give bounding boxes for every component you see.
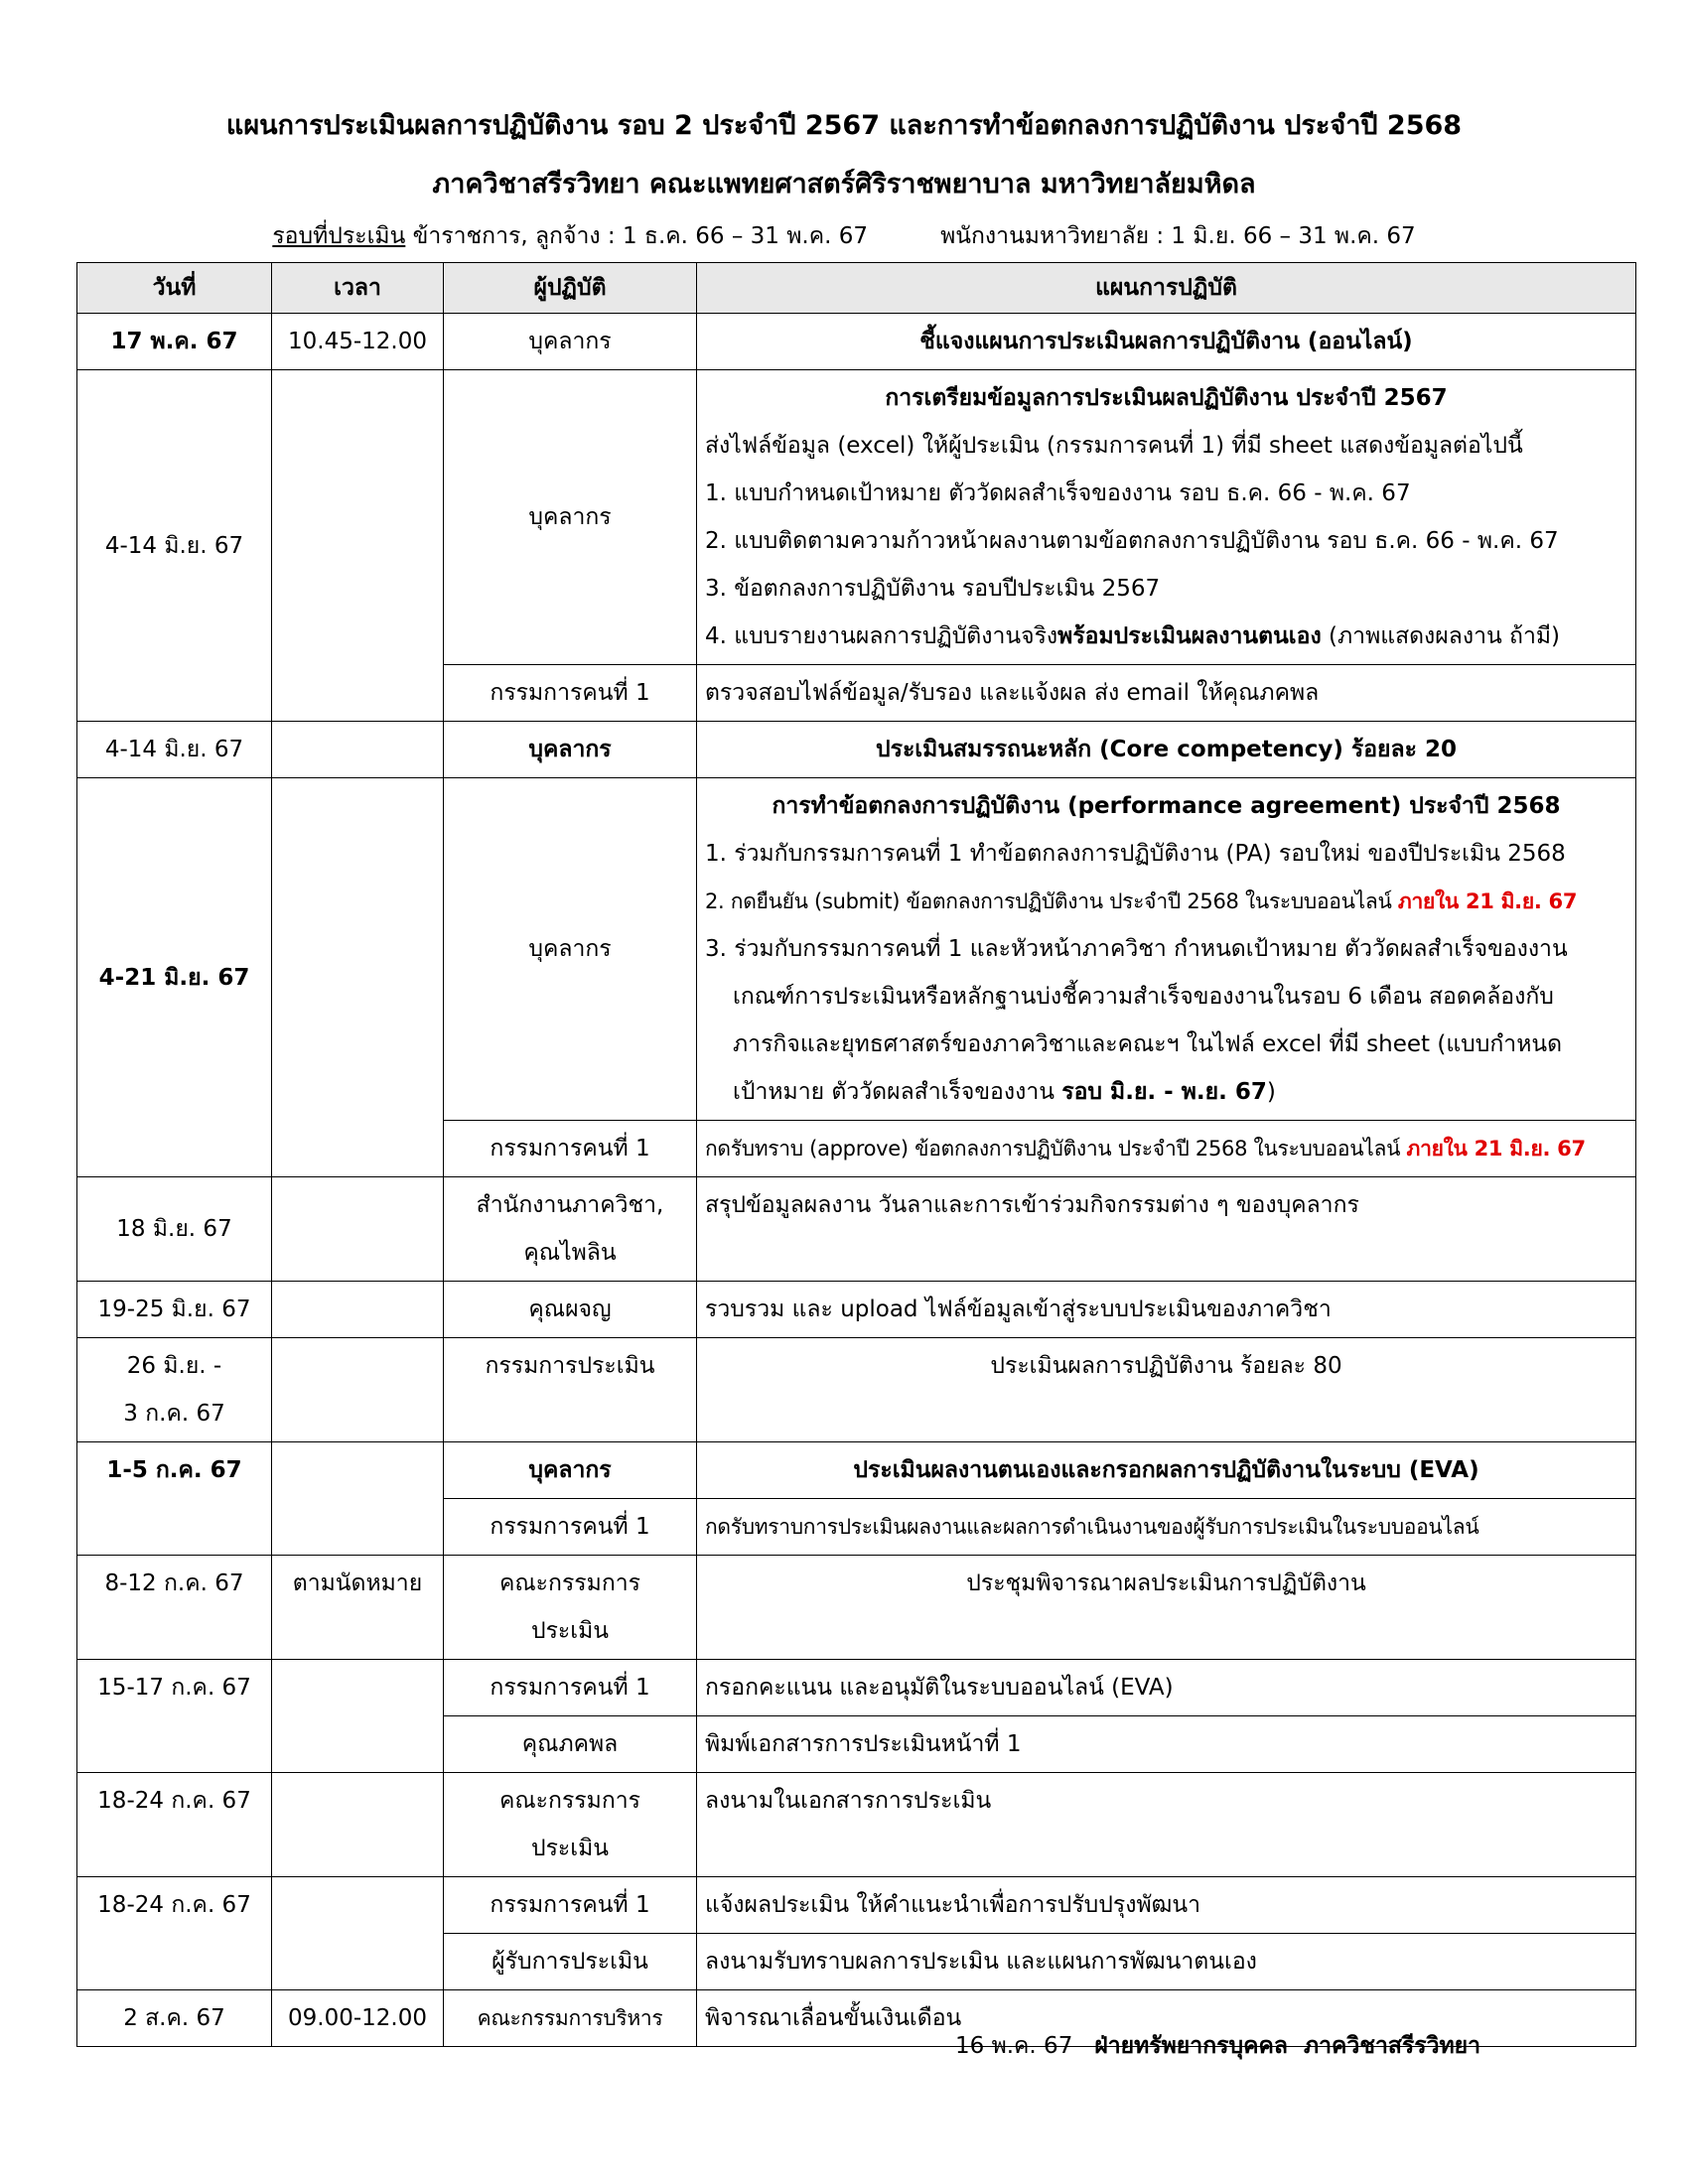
row-date: 19-25 มิ.ย. 67 [77, 1282, 272, 1338]
plan-item-cont [705, 1068, 1627, 1116]
date-line: 3 ก.ค. 67 [123, 1401, 225, 1427]
round-label: รอบที่ประเมิน [272, 223, 406, 249]
table-row [77, 1773, 1636, 1877]
table-row [77, 778, 1636, 1121]
row-date: 15-17 ก.ค. 67 [77, 1660, 272, 1773]
row-plan: ลงนามในเอกสารการประเมิน [697, 1773, 1636, 1877]
row-actor: บุคลากร [444, 722, 697, 778]
actor-line: คณะกรรมการ [498, 1570, 641, 1596]
plan-item: 1. ร่วมกับกรรมการคนที่ 1 ทำข้อตกลงการปฏิบัติงาน (PA) รอบใหม่ ของปีประเมิน 2568 [705, 841, 1566, 867]
plan-item: 2. แบบติดตามความก้าวหน้าผลงานตามข้อตกลงการปฏิบัติงาน รอบ ธ.ค. 66 - พ.ค. 67 [705, 528, 1559, 554]
round-university-staff: พนักงานมหาวิทยาลัย : 1 มิ.ย. 66 – 31 พ.ค. 67 [940, 223, 1416, 249]
row-time: 09.00-12.00 [272, 1990, 444, 2047]
row-date: 18 มิ.ย. 67 [77, 1177, 272, 1282]
row-date: 8-12 ก.ค. 67 [77, 1556, 272, 1660]
row-actor: กรรมการประเมิน [444, 1338, 697, 1442]
row-actor: บุคลากร [444, 1442, 697, 1499]
row-date: 4-14 มิ.ย. 67 [77, 722, 272, 778]
row-actor [444, 1773, 697, 1877]
row-actor: คณะกรรมการบริหาร [444, 1990, 697, 2047]
table-row [77, 370, 1636, 665]
row-plan: สรุปข้อมูลผลงาน วันลาและการเข้าร่วมกิจกรรมต่าง ๆ ของบุคลากร [697, 1177, 1636, 1282]
row-date: 1-5 ก.ค. 67 [77, 1442, 272, 1556]
table-row [77, 1282, 1636, 1338]
evaluation-round [0, 218, 1688, 254]
row-plan: พิมพ์เอกสารการประเมินหน้าที่ 1 [697, 1716, 1636, 1773]
footer-signature: ฝ่ายทรัพยากรบุคคล ภาควิชาสรีรวิทยา [1094, 2033, 1481, 2059]
row-time [272, 1773, 444, 1877]
row-time [272, 722, 444, 778]
plan-item-bold: พร้อมประเมินผลงานตนเอง [1057, 623, 1322, 649]
row-plan [697, 778, 1636, 1121]
deadline-text: ภายใน 21 มิ.ย. 67 [1406, 1137, 1586, 1160]
row-date: 2 ส.ค. 67 [77, 1990, 272, 2047]
table-row [77, 1877, 1636, 1934]
table-row [77, 722, 1636, 778]
table-row [77, 1442, 1636, 1499]
plan-item-text: เป้าหมาย ตัววัดผลสำเร็จของงาน [733, 1079, 1062, 1105]
round-civil-servants: ข้าราชการ, ลูกจ้าง : 1 ธ.ค. 66 – 31 พ.ค. 67 [405, 223, 868, 249]
actor-line: ประเมิน [530, 1836, 610, 1861]
row-plan: ประเมินผลงานตนเองและกรอกผลการปฏิบัติงานในระบบ (EVA) [697, 1442, 1636, 1499]
row-plan: ลงนามรับทราบผลการประเมิน และแผนการพัฒนาตนเอง [697, 1934, 1636, 1990]
row-actor: บุคลากร [444, 370, 697, 665]
row-actor: กรรมการคนที่ 1 [444, 1121, 697, 1177]
row-actor [444, 1556, 697, 1660]
row-time [272, 370, 444, 722]
row-date [77, 1338, 272, 1442]
row-actor: บุคลากร [444, 778, 697, 1121]
plan-item: 3. ร่วมกับกรรมการคนที่ 1 และหัวหน้าภาควิชา กำหนดเป้าหมาย ตัววัดผลสำเร็จของงาน [705, 936, 1568, 962]
row-actor: กรรมการคนที่ 1 [444, 665, 697, 722]
plan-item-cont: ภารกิจและยุทธศาสตร์ของภาควิชาและคณะฯ ในไฟล์ excel ที่มี sheet (แบบกำหนด [733, 1031, 1563, 1057]
table-row [77, 1556, 1636, 1660]
plan-item [705, 878, 1627, 925]
header-time: เวลา [272, 263, 444, 314]
plan-table [76, 262, 1636, 2047]
plan-item-bold: รอบ มิ.ย. - พ.ย. 67 [1061, 1079, 1267, 1105]
date-line: 26 มิ.ย. - [126, 1353, 222, 1379]
row-time [272, 1177, 444, 1282]
plan-item-text: ) [1266, 1079, 1276, 1105]
row-plan: ประเมินสมรรถนะหลัก (Core competency) ร้อยละ 20 [697, 722, 1636, 778]
row-time [272, 778, 444, 1177]
row-time [272, 1660, 444, 1773]
row-plan: ตรวจสอบไฟล์ข้อมูล/รับรอง และแจ้งผล ส่ง email ให้คุณภคพล [697, 665, 1636, 722]
row-plan: รวบรวม และ upload ไฟล์ข้อมูลเข้าสู่ระบบประเมินของภาควิชา [697, 1282, 1636, 1338]
plan-intro: ส่งไฟล์ข้อมูล (excel) ให้ผู้ประเมิน (กรรมการคนที่ 1) ที่มี sheet แสดงข้อมูลต่อไปนี้ [705, 433, 1523, 459]
row-actor: คุณผจญ [444, 1282, 697, 1338]
row-plan: ประชุมพิจารณาผลประเมินการปฏิบัติงาน [697, 1556, 1636, 1660]
actor-line: ประเมิน [530, 1618, 610, 1644]
document-title: แผนการประเมินผลการปฏิบัติงาน รอบ 2 ประจำปี 2567 และการทำข้อตกลงการปฏิบัติงาน ประจำปี 2568 [225, 110, 1463, 141]
row-actor: คุณภคพล [444, 1716, 697, 1773]
row-date: 4-21 มิ.ย. 67 [77, 778, 272, 1177]
row-actor: กรรมการคนที่ 1 [444, 1499, 697, 1556]
plan-text: กดรับทราบ (approve) ข้อตกลงการปฏิบัติงาน ประจำปี 2568 ในระบบออนไลน์ [705, 1137, 1407, 1160]
row-plan: ชี้แจงแผนการประเมินผลการปฏิบัติงาน (ออนไลน์) [697, 314, 1636, 370]
row-time [272, 1282, 444, 1338]
table-row [77, 1177, 1636, 1282]
department-title: ภาควิชาสรีรวิทยา คณะแพทยศาสตร์ศิริราชพยาบาล มหาวิทยาลัยมหิดล [432, 169, 1256, 200]
row-plan: ประเมินผลการปฏิบัติงาน ร้อยละ 80 [697, 1338, 1636, 1442]
header-plan: แผนการปฏิบัติ [697, 263, 1636, 314]
table-row [77, 1660, 1636, 1716]
row-plan: กดรับทราบการประเมินผลงานและผลการดำเนินงานของผู้รับการประเมินในระบบออนไลน์ [697, 1499, 1636, 1556]
row-date: 18-24 ก.ค. 67 [77, 1773, 272, 1877]
header-actor: ผู้ปฏิบัติ [444, 263, 697, 314]
plan-item-cont: เกณฑ์การประเมินหรือหลักฐานบ่งชี้ความสำเร็จของงานในรอบ 6 เดือน สอดคล้องกับ [733, 984, 1554, 1010]
row-plan [697, 370, 1636, 665]
actor-line: สำนักงานภาควิชา, [476, 1192, 664, 1218]
footer [955, 2028, 1480, 2064]
row-plan: พิจารณาเลื่อนขั้นเงินเดือน [697, 1990, 1636, 2047]
row-date: 18-24 ก.ค. 67 [77, 1877, 272, 1990]
plan-item-text: (ภาพแสดงผลงาน ถ้ามี) [1321, 623, 1560, 649]
row-actor: ผู้รับการประเมิน [444, 1934, 697, 1990]
header-date: วันที่ [77, 263, 272, 314]
plan-item [705, 613, 1627, 660]
actor-line: คุณไพลิน [523, 1240, 617, 1266]
table-header-row [77, 263, 1636, 314]
row-actor: กรรมการคนที่ 1 [444, 1877, 697, 1934]
table-row [77, 314, 1636, 370]
footer-date: 16 พ.ค. 67 [955, 2033, 1073, 2059]
row-plan [697, 1121, 1636, 1177]
row-actor [444, 1177, 697, 1282]
row-time [272, 1442, 444, 1556]
actor-line: คณะกรรมการ [498, 1788, 641, 1814]
row-time: 10.45-12.00 [272, 314, 444, 370]
row-time [272, 1338, 444, 1442]
plan-heading: การทำข้อตกลงการปฏิบัติงาน (performance agreement) ประจำปี 2568 [772, 793, 1561, 819]
row-plan: กรอกคะแนน และอนุมัติในระบบออนไลน์ (EVA) [697, 1660, 1636, 1716]
plan-item-text: 4. แบบรายงานผลการปฏิบัติงานจริง [705, 623, 1058, 649]
row-actor: บุคลากร [444, 314, 697, 370]
plan-item-text: 2. กดยืนยัน (submit) ข้อตกลงการปฏิบัติงาน ประจำปี 2568 ในระบบออนไลน์ [705, 889, 1398, 913]
row-plan: แจ้งผลประเมิน ให้คำแนะนำเพื่อการปรับปรุงพัฒนา [697, 1877, 1636, 1934]
table-row [77, 1338, 1636, 1442]
row-date: 4-14 มิ.ย. 67 [77, 370, 272, 722]
row-date: 17 พ.ค. 67 [77, 314, 272, 370]
plan-heading: การเตรียมข้อมูลการประเมินผลปฏิบัติงาน ประจำปี 2567 [885, 385, 1448, 411]
row-actor: กรรมการคนที่ 1 [444, 1660, 697, 1716]
row-time [272, 1877, 444, 1990]
plan-item: 1. แบบกำหนดเป้าหมาย ตัววัดผลสำเร็จของงาน รอบ ธ.ค. 66 - พ.ค. 67 [705, 480, 1411, 506]
deadline-text: ภายใน 21 มิ.ย. 67 [1397, 889, 1578, 913]
plan-item: 3. ข้อตกลงการปฏิบัติงาน รอบปีประเมิน 2567 [705, 576, 1161, 602]
row-time: ตามนัดหมาย [272, 1556, 444, 1660]
